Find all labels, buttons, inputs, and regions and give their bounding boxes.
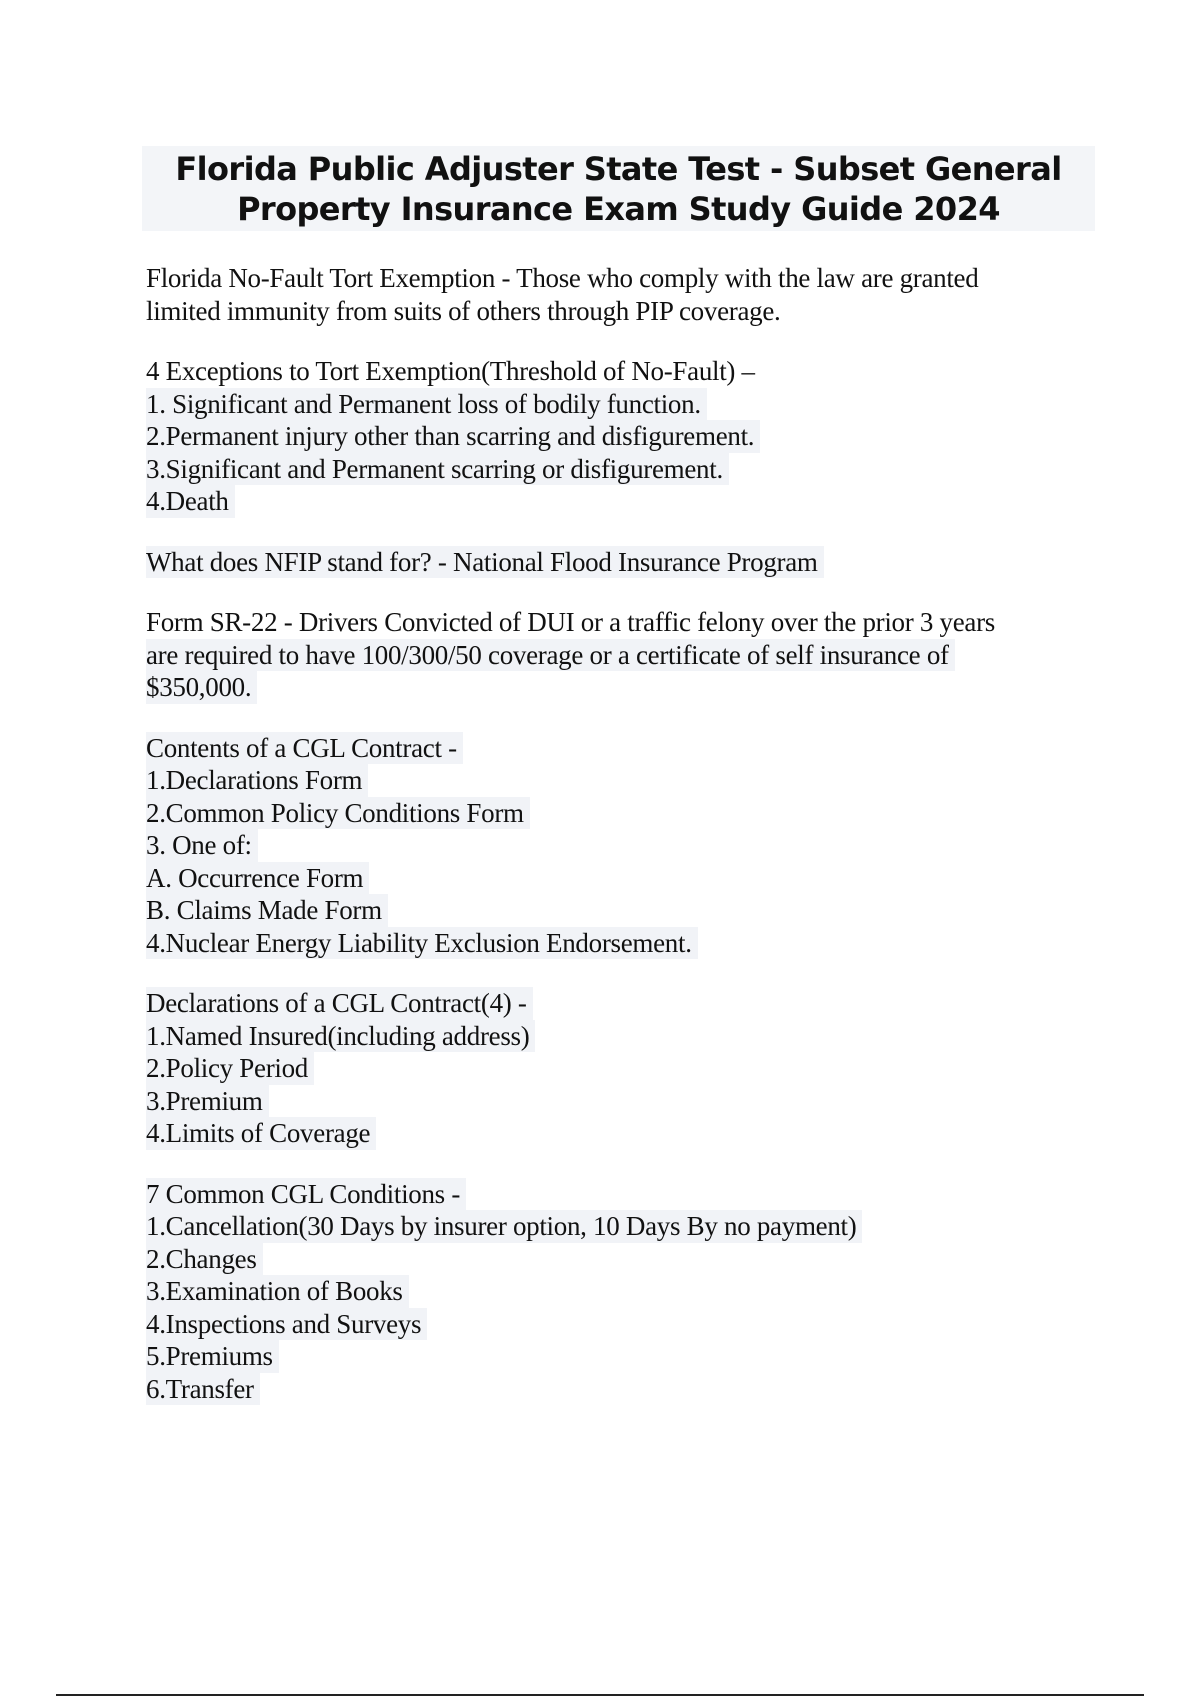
- list-item: 1.Cancellation(30 Days by insurer option, 10 Days By no payment): [146, 1210, 862, 1243]
- list-item: 2.Common Policy Conditions Form: [146, 797, 530, 830]
- list-item: 2.Permanent injury other than scarring and disfigurement.: [146, 420, 760, 453]
- section-heading: Declarations of a CGL Contract(4) -: [146, 987, 533, 1020]
- list-item: 1.Declarations Form: [146, 764, 368, 797]
- list-item: 3. One of:: [146, 829, 258, 862]
- text-line: What does NFIP stand for? - National Flood Insurance Program: [146, 546, 824, 579]
- section-cgl-contents: [146, 732, 1086, 960]
- text-line: Florida No-Fault Tort Exemption - Those who comply with the law are granted: [146, 263, 979, 293]
- section-sr22: [146, 606, 1086, 704]
- section-nfip: [146, 546, 1086, 579]
- page-bottom-divider: [56, 1694, 1144, 1696]
- text-line: $350,000.: [146, 671, 257, 704]
- section-cgl-declarations: [146, 987, 1086, 1150]
- section-tort-exemption: [146, 262, 1086, 327]
- list-item: 3.Significant and Permanent scarring or disfigurement.: [146, 453, 729, 486]
- title-line-1: Florida Public Adjuster State Test - Subset General: [175, 150, 1062, 188]
- section-heading: Contents of a CGL Contract -: [146, 732, 463, 765]
- section-heading: 7 Common CGL Conditions -: [146, 1178, 466, 1211]
- list-item: 4.Limits of Coverage: [146, 1117, 376, 1150]
- text-line: limited immunity from suits of others through PIP coverage.: [146, 295, 781, 326]
- list-item: 4.Nuclear Energy Liability Exclusion Endorsement.: [146, 927, 698, 960]
- text-line: Form SR-22 - Drivers Convicted of DUI or a traffic felony over the prior 3 years: [146, 607, 996, 637]
- list-item: A. Occurrence Form: [146, 862, 369, 895]
- list-item: 3.Premium: [146, 1085, 269, 1118]
- list-item: 1. Significant and Permanent loss of bodily function.: [146, 388, 707, 421]
- text-line: are required to have 100/300/50 coverage or a certificate of self insurance of: [146, 639, 955, 672]
- document-body: [146, 262, 1086, 1433]
- section-cgl-conditions: [146, 1178, 1086, 1406]
- list-item: 4.Death: [146, 485, 235, 518]
- section-heading: 4 Exceptions to Tort Exemption(Threshold of No-Fault) –: [146, 356, 755, 386]
- document-title: [142, 146, 1095, 231]
- list-item: 4.Inspections and Surveys: [146, 1308, 427, 1341]
- section-tort-exceptions: [146, 355, 1086, 518]
- list-item: 1.Named Insured(including address): [146, 1020, 535, 1053]
- title-line-2: Property Insurance Exam Study Guide 2024: [237, 190, 1000, 228]
- list-item: 5.Premiums: [146, 1340, 279, 1373]
- list-item: B. Claims Made Form: [146, 894, 388, 927]
- list-item: 2.Policy Period: [146, 1052, 314, 1085]
- list-item: 6.Transfer: [146, 1373, 260, 1406]
- list-item: 2.Changes: [146, 1243, 263, 1276]
- list-item: 3.Examination of Books: [146, 1275, 409, 1308]
